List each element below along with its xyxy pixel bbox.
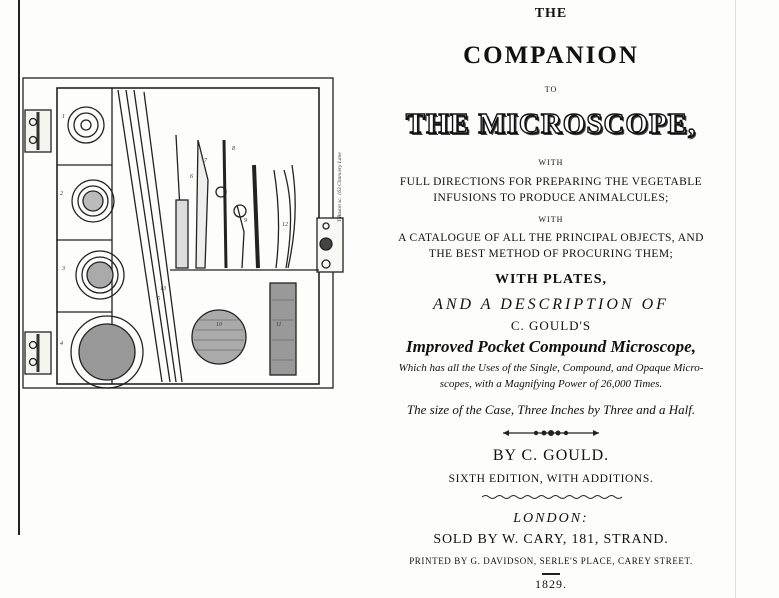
title-to: TO (544, 85, 558, 94)
seller-line: SOLD BY W. CARY, 181, STRAND. (433, 532, 669, 547)
goulds-line: C. GOULD'S (510, 318, 592, 333)
plate-numeral: 2 (60, 191, 63, 197)
imprint-city: LONDON: (513, 511, 589, 526)
with-label-2: WITH (538, 215, 564, 224)
short-rule (542, 573, 560, 575)
title-microscope: THE MICROSCOPE, (405, 108, 697, 140)
title-the: THE (534, 6, 568, 21)
description-line: AND A DESCRIPTION OF (433, 296, 669, 313)
plate-numeral: 11 (276, 322, 282, 328)
plate-numeral: 13 (160, 286, 166, 292)
plate-numeral: 3 (62, 266, 65, 272)
plate-numeral: 7 (204, 158, 207, 164)
case-size-line: The size of the Case, Three Inches by Three and a Half. (406, 402, 696, 417)
subtitle-line-1: FULL DIRECTIONS FOR PREPARING THE VEGETABLE (399, 176, 703, 188)
plate-numeral: 8 (232, 146, 235, 152)
with-plates: WITH PLATES, (494, 272, 608, 287)
plate-numeral: 1 (62, 114, 65, 120)
clasp-screw (320, 238, 332, 250)
subtitle-line-3: A CATALOGUE OF ALL THE PRINCIPAL OBJECTS, AND (398, 232, 704, 244)
title-companion: COMPANION (463, 42, 639, 69)
subtitle-line-4: THE BEST METHOD OF PROCURING THEM; (428, 248, 674, 260)
plate-numeral: 12 (282, 222, 288, 228)
plate-numeral: 6 (190, 174, 193, 180)
engraver-credit: T.Bason sc. 163 Chancery Lane (337, 152, 343, 222)
uses-line-2: scopes, with a Magnifying Power of 26,000 Times. (439, 378, 663, 390)
edition-line: SIXTH EDITION, WITH ADDITIONS. (448, 473, 654, 485)
uses-line-1: Which has all the Uses of the Single, Compound, and Opaque Micro- (398, 362, 704, 374)
plate-numeral: 9 (244, 218, 247, 224)
plate-numeral: 4 (60, 341, 63, 347)
printer-line: PRINTED BY G. DAVIDSON, SERLE'S PLACE, CAREY STREET. (409, 556, 693, 566)
improved-microscope-line: Improved Pocket Compound Microscope, (406, 337, 696, 356)
plate-numeral: 5 (157, 296, 160, 302)
with-label-1: WITH (538, 158, 564, 167)
wave-rule (482, 494, 622, 500)
ornament-divider (501, 428, 601, 438)
author-line: BY C. GOULD. (492, 447, 610, 464)
plate-numeral: 10 (216, 322, 222, 328)
subtitle-line-2: INFUSIONS TO PRODUCE ANIMALCULES; (433, 192, 669, 204)
microscope-case-plate (0, 0, 360, 598)
publication-year: 1829. (535, 577, 567, 591)
